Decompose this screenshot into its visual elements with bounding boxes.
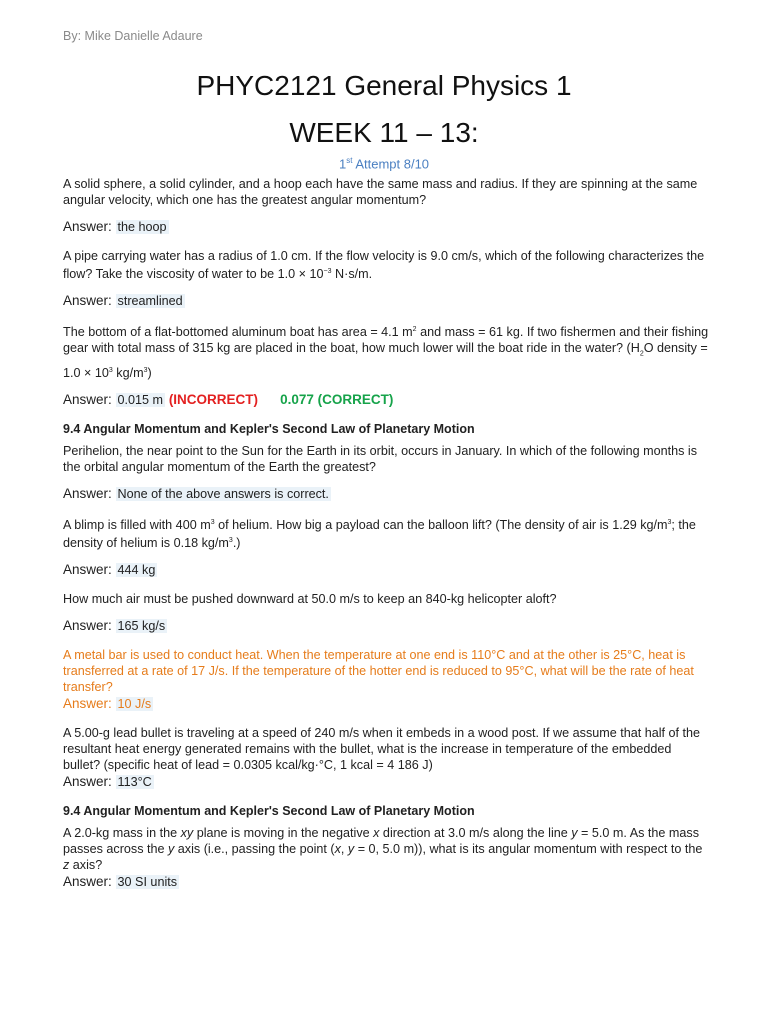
answer-8: Answer: 113°C xyxy=(63,774,152,790)
attempt-subtitle: 1st Attempt 8/10 xyxy=(338,156,430,172)
question-8: A 5.00-g lead bullet is traveling at a speed of 240 m/s when it embeds in a wood post. If we assume that half of the resultant heat energy generated remains with the bullet, what is the increase in temperature of the embedded bullet? (specific heat of lead = 0.0305 kcal/kg·°C, 1 kcal = 4 186 J) xyxy=(63,726,701,773)
author-line: By: Mike Danielle Adaure xyxy=(63,29,203,43)
question-5: A blimp is filled with 400 $m^3$ of helium. How big a payload can the balloon lift? (The density of air is 1.29 $kg/m^3$; the density of helium is 0.18 $kg/m^3$.) xyxy=(63,518,696,551)
answer-4: Answer: None of the above answers is correct. xyxy=(63,486,329,502)
question-4: Perihelion, the near point to the Sun for the Earth in its orbit, occurs in January. In which of the following months is the orbital angular momentum of the Earth the greatest? xyxy=(63,444,697,475)
question-9: A 2.0-kg mass in the xy plane is moving in the negative x direction at 3.0 m/s along the line y = 5.0 m. As the mass passes across the y axis (i.e., passing the point (x, y = 0, 5.0 m)), what is its angular momentum with respect to the z axis? xyxy=(63,826,703,873)
incorrect-marker: (INCORRECT) xyxy=(168,392,259,408)
week-title: WEEK 11 – 13: xyxy=(289,117,479,148)
section-heading-2: 9.4 Angular Momentum and Kepler's Second Law of Planetary Motion xyxy=(63,804,475,819)
course-title: PHYC2121 General Physics 1 xyxy=(196,70,572,101)
question-6: How much air must be pushed downward at 50.0 m/s to keep an 840-kg helicopter aloft? xyxy=(63,592,557,607)
answer-6: Answer: 165 kg/s xyxy=(63,618,166,634)
question-2: A pipe carrying water has a radius of 1.0 cm. If the flow velocity is 9.0 cm/s, which of the following characterizes the flow? Take the viscosity of water to be $1.0 \times 10^{-3}$ N·s/m. xyxy=(63,249,705,282)
answer-7: Answer: 10 J/s xyxy=(63,696,152,712)
answer-2: Answer: streamlined xyxy=(63,293,183,309)
question-1: A solid sphere, a solid cylinder, and a hoop each have the same mass and radius. If they are spinning at the same angular velocity, which one has the greatest angular momentum? xyxy=(63,177,698,207)
answer-5: Answer: 444 kg xyxy=(63,562,156,578)
answer-1: Answer: the hoop xyxy=(63,219,167,234)
answer-3: Answer: 0.015 m (INCORRECT) 0.077 (CORRECT) xyxy=(63,392,394,408)
correct-marker: 0.077 (CORRECT) xyxy=(280,392,394,408)
section-heading-1: 9.4 Angular Momentum and Kepler's Second Law of Planetary Motion xyxy=(63,422,475,437)
question-3: The bottom of a flat-bottomed aluminum boat has area = 4.1 $m^2$ and mass = 61 kg. If two fishermen and their fishing gear with total mass of 315 kg are placed in the boat, how much lower will the boat ride in the water? ($H_2O$ density = $1.0 \times 10^3$ $kg/m^3$) xyxy=(63,325,709,381)
question-7: A metal bar is used to conduct heat. When the temperature at one end is 110°C and at the other is 25°C, heat is transferred at a rate of 17 J/s. If the temperature of the hotter end is reduced to 95°C, what will be the rate of heat transfer? xyxy=(63,648,694,695)
answer-9: Answer: 30 SI units xyxy=(63,874,178,890)
question-list xyxy=(63,176,709,891)
